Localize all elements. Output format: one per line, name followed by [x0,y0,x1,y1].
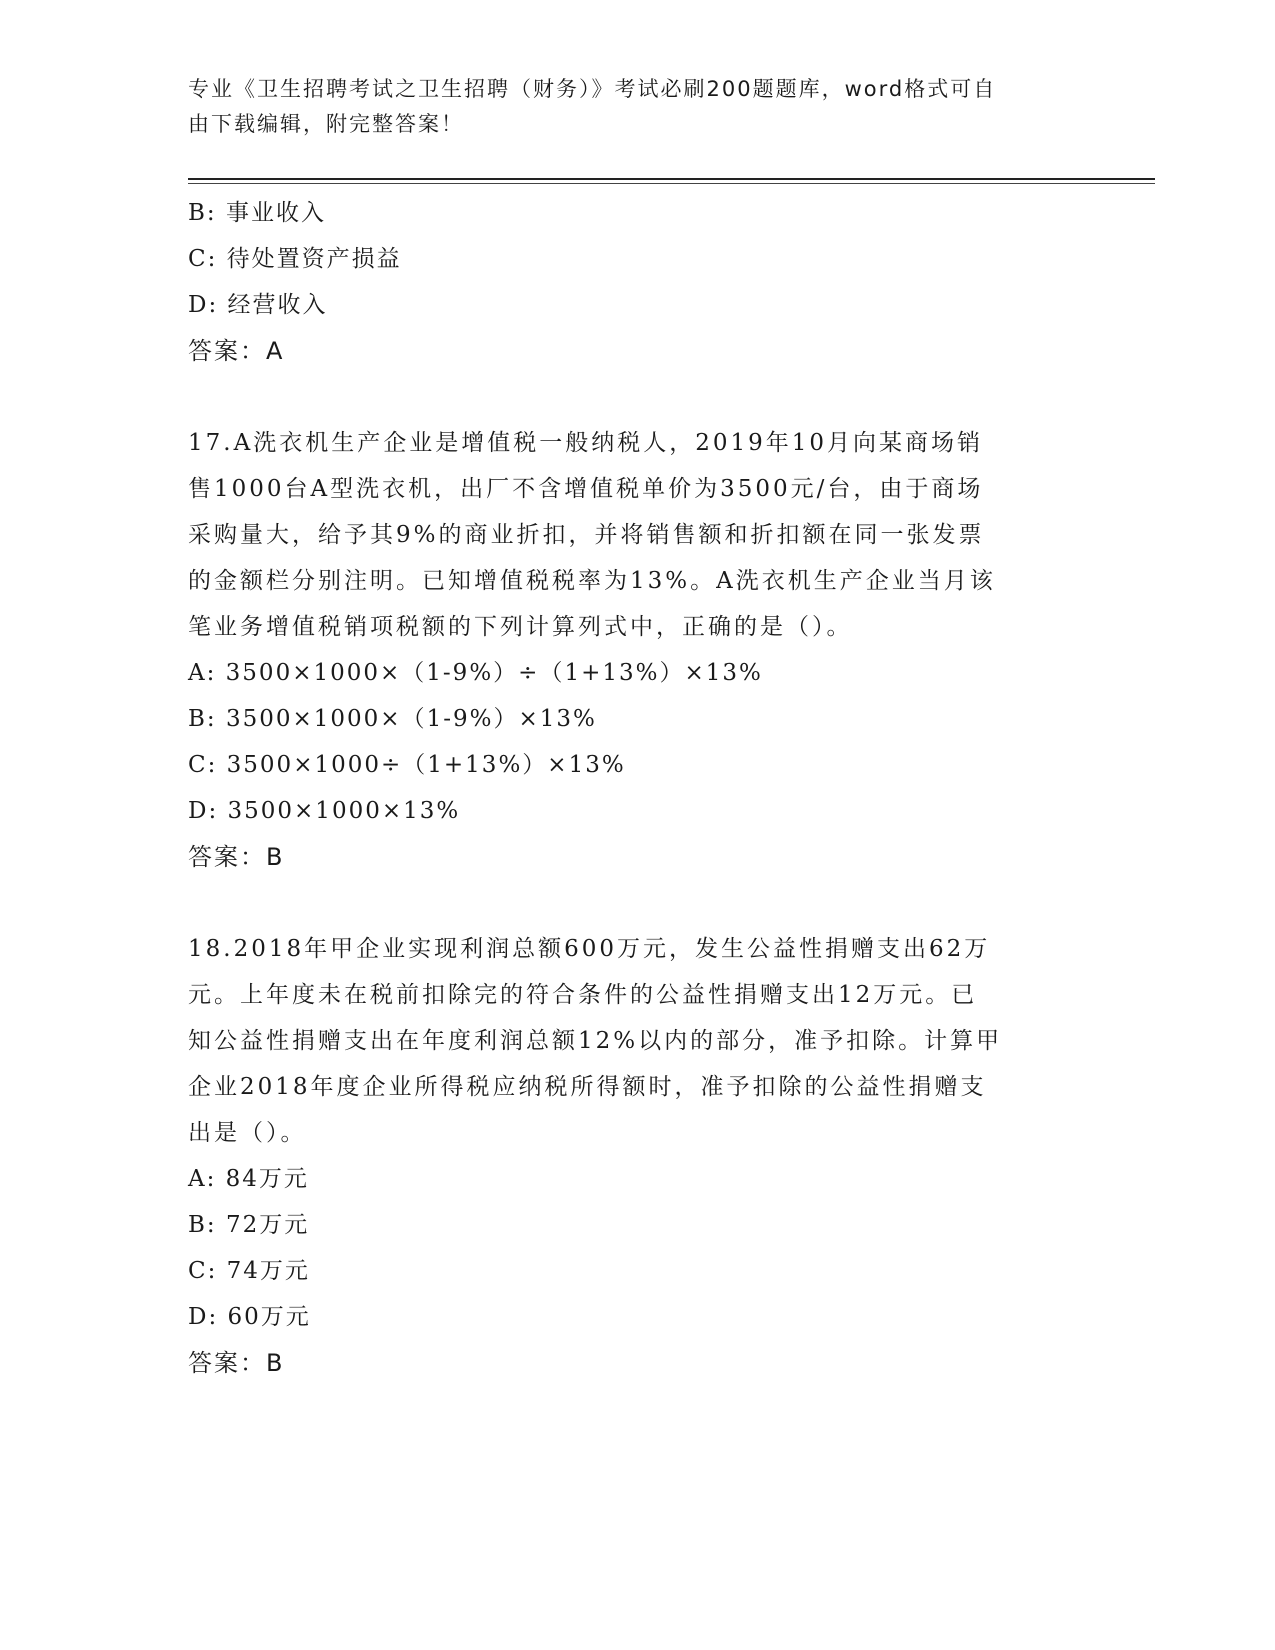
option-b: B: 事业收入 [188,200,326,226]
option-c: C: 74万元 [188,1258,310,1284]
question-17 [188,420,1088,880]
header-line-2: 由下载编辑，附完整答案！ [188,112,464,136]
option-d: D: 经营收入 [188,292,328,318]
question-18 [188,926,1088,1386]
question-text-line: 出是（）。 [188,1120,307,1146]
option-b: B: 3500×1000×（1-9%）×13% [188,706,597,732]
page-header [188,72,1068,142]
question-text-line: 17.A洗衣机生产企业是增值税一般纳税人，2019年10月向某商场销 [188,430,983,456]
answer-line: 答案：B [188,843,285,871]
option-a: A: 84万元 [188,1166,309,1192]
question-text-line: 的金额栏分别注明。已知增值税税率为13%。A洗衣机生产企业当月该 [188,568,996,594]
option-c: C: 3500×1000÷（1+13%）×13% [188,752,626,778]
question-content [188,190,1088,1386]
question-text-line: 笔业务增值税销项税额的下列计算列式中，正确的是（）。 [188,614,853,640]
option-b: B: 72万元 [188,1212,310,1238]
question-text-line: 采购量大，给予其9%的商业折扣，并将销售额和折扣额在同一张发票 [188,522,985,548]
header-divider-thin [188,183,1155,184]
question-text-line: 知公益性捐赠支出在年度利润总额12%以内的部分，准予扣除。计算甲 [188,1028,1003,1054]
option-c: C: 待处置资产损益 [188,246,402,272]
header-divider-thick [188,178,1155,180]
header-line-1: 专业《卫生招聘考试之卫生招聘（财务）》考试必刷200题题库，word格式可自 [188,77,997,101]
answer-line: 答案：A [188,337,285,365]
question-16 [188,190,1088,374]
option-a: A: 3500×1000×（1-9%）÷（1+13%）×13% [188,660,763,686]
question-text-line: 企业2018年度企业所得税应纳税所得额时，准予扣除的公益性捐赠支 [188,1074,987,1100]
question-text-line: 售1000台A型洗衣机，出厂不含增值税单价为3500元/台，由于商场 [188,476,984,502]
answer-line: 答案：B [188,1349,285,1377]
option-d: D: 3500×1000×13% [188,798,461,824]
option-d: D: 60万元 [188,1304,311,1330]
question-text-line: 元。上年度未在税前扣除完的符合条件的公益性捐赠支出12万元。已 [188,982,978,1008]
question-text-line: 18.2018年甲企业实现利润总额600万元，发生公益性捐赠支出62万 [188,936,991,962]
